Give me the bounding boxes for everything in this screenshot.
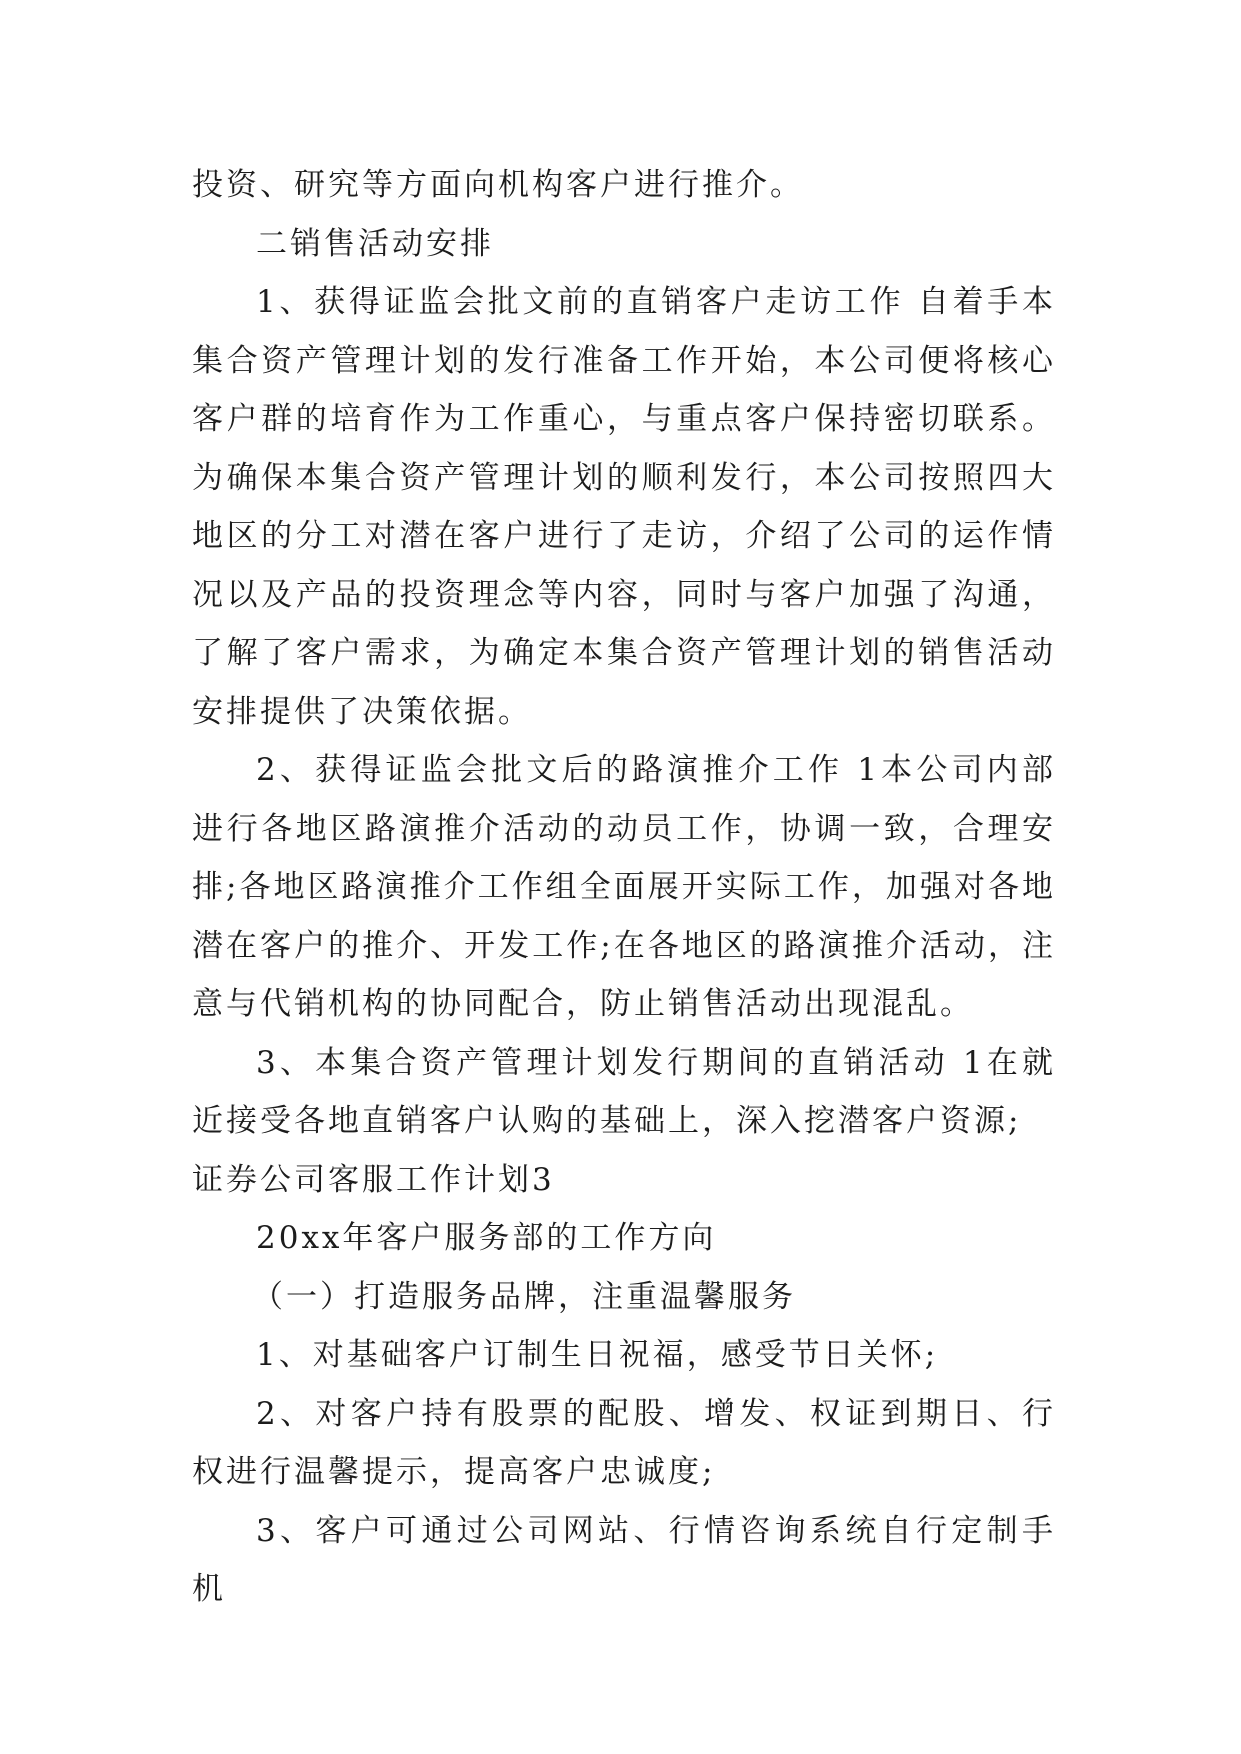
paragraph-intro-tail: 投资、研究等方面向机构客户进行推介。 [192,167,804,203]
sub-heading-service-brand: （一）打造服务品牌，注重温馨服务 [252,1278,796,1315]
document-body [192,156,1056,1619]
paragraph-roadshow: 2、获得证监会批文后的路演推介工作 1本公司内部进行各地区路演推介活动的动员工作，协调一致，合理安排;各地区路演推介工作组全面展开实际工作，加强对各地潜在客户的推介、开发工作;在各地区的路演推介活动，注意与代销机构的协同配合，防止销售活动出现混乱。 [192,752,1056,1022]
heading-sales-activities: 二销售活动安排 [256,225,494,262]
list-item: 3、客户可通过公司网站、行情咨询系统自行定制手机 [192,1512,1056,1607]
paragraph-direct-sales-period: 3、本集合资产管理计划发行期间的直销活动 1在就近接受各地直销客户认购的基础上，深入挖潜客户资源; [192,1044,1056,1139]
list-item: 1、对基础客户订制生日祝福，感受节日关怀; [256,1337,939,1373]
paragraph-direct-sales-visits: 1、获得证监会批文前的直销客户走访工作 自着手本集合资产管理计划的发行准备工作开始，本公司便将核心客户群的培育作为工作重心，与重点客户保持密切联系。为确保本集合资产管理计划的顺利发行，本公司按照四大地区的分工对潜在客户进行了走访，介绍了公司的运作情况以及产品的投资理念等内容，同时与客户加强了沟通，了解了客户需求，为确定本集合资产管理计划的销售活动安排提供了决策依据。 [192,284,1056,730]
heading-work-direction: 20xx年客户服务部的工作方向 [256,1220,717,1256]
section-title: 证券公司客服工作计划3 [192,1161,555,1198]
list-item: 2、对客户持有股票的配股、增发、权证到期日、行权进行温馨提示，提高客户忠诚度; [192,1395,1056,1490]
